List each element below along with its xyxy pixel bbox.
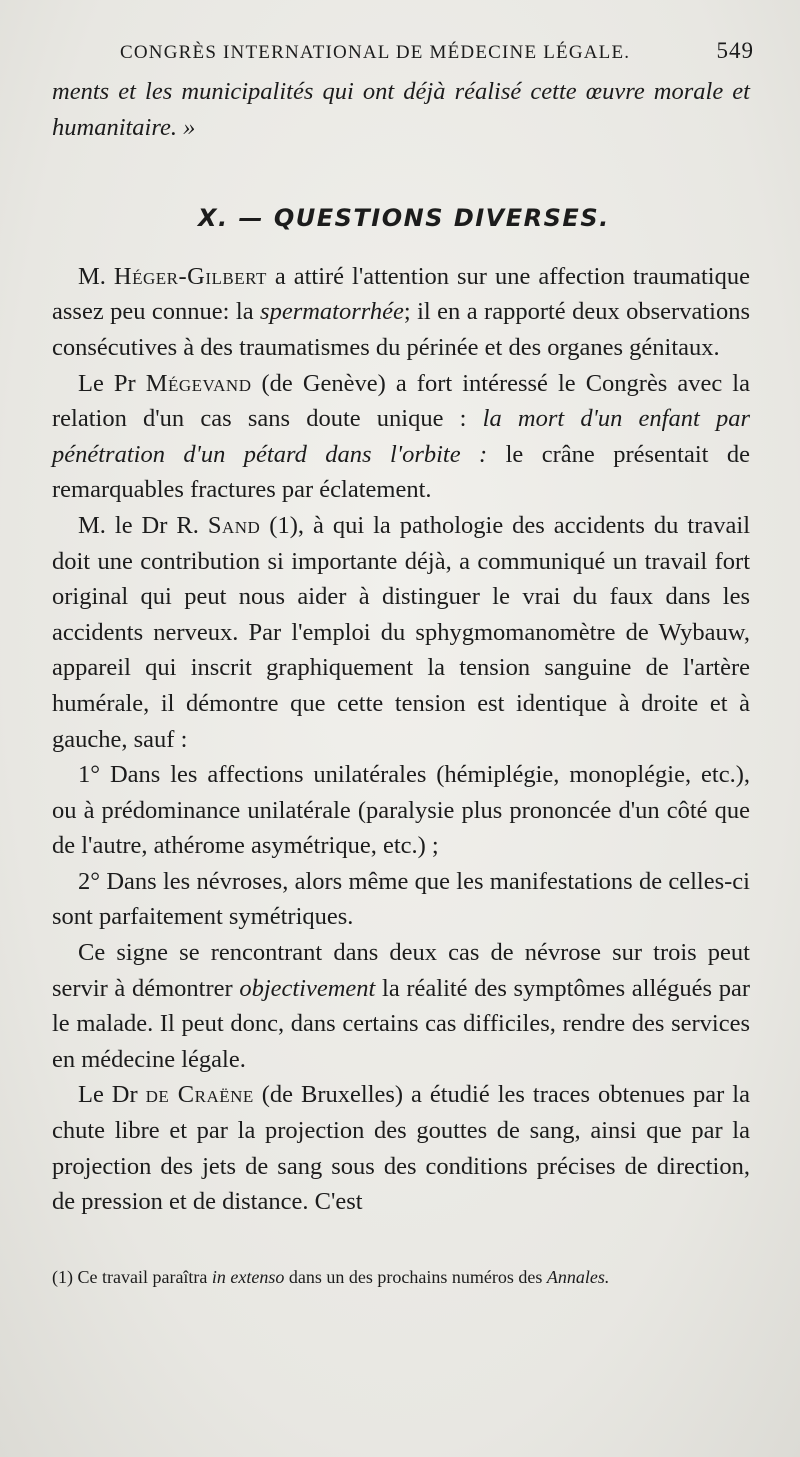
author-name: Sand xyxy=(207,511,261,539)
p2-text-1: (de Genève) a fort intéressé le Congrès avec la relation d'un cas sans doute unique : xyxy=(52,369,750,433)
running-header xyxy=(120,38,754,64)
p4-text-2: la réalité des symptômes allégués par le malade. Il peut donc, dans certains cas difficiles, rendre des services en médecine légale. xyxy=(52,974,750,1073)
p5-lead: Le Dr xyxy=(78,1081,146,1109)
p1-lead: M. xyxy=(78,262,114,290)
paragraph-heger-gilbert xyxy=(52,259,750,366)
section-heading: X. — QUESTIONS DIVERSES. xyxy=(198,204,610,233)
list-item-2: 2° Dans les névroses, alors même que les manifestations de celles-ci sont parfaitement symétriques. xyxy=(52,867,750,931)
p1-text-2: ; il en a rapporté deux observations consécutives à des traumatismes du périnée et des organes génitaux. xyxy=(52,298,750,361)
author-name: de Craëne xyxy=(145,1081,254,1109)
list-item-1: 1° Dans les affections unilatérales (hémiplégie, monoplégie, etc.), ou à prédominance unilatérale (paralysie plus prononcée d'un côté que de l'autre, athérome asymétrique, etc.) ; xyxy=(52,761,750,860)
paragraph-sand xyxy=(52,508,750,757)
intro-paragraph: ments et les municipalités qui ont déjà réalisé cette œuvre morale et humanitaire. » xyxy=(52,78,750,141)
case-title: la mort d'un enfant par pénétration d'un pétard dans l'orbite : xyxy=(52,405,751,468)
paragraph-megevand xyxy=(52,366,750,508)
journal-name: Annales. xyxy=(546,1267,610,1287)
p3-lead: M. le Dr R. xyxy=(78,511,208,539)
p2-text-2: le crâne présentait de remarquables fractures par éclatement. xyxy=(52,440,750,504)
paragraph-de-craene xyxy=(52,1077,750,1219)
p3-text-1: (1), à qui la pathologie des accidents du travail doit une contribution si importante déjà, a communiqué un travail fort original qui peut nous aider à distinguer le vrai du faux dans les accidents nerveux. Par l'emploi du sphygmomanomètre de Wybauw, appareil qui inscrit graphiquement la tension sanguine de l'artère humérale, il démontre que cette tension est identique à droite et à gauche, sauf : xyxy=(52,511,750,753)
author-name: Mégevand xyxy=(145,369,252,397)
paragraph-signe xyxy=(52,935,750,1077)
p2-lead: Le Pr xyxy=(78,369,146,397)
emphasized-word: objectivement xyxy=(239,974,376,1002)
page-body xyxy=(52,74,750,1220)
page-number: 549 xyxy=(716,38,754,63)
p5-text-1: (de Bruxelles) a étudié les traces obtenues par la chute libre et par la projection des gouttes de sang, ainsi que par la projection des jets de sang sous des conditions précises de direction, de pression et de distance. C'est xyxy=(52,1081,750,1216)
footnote xyxy=(52,1265,750,1289)
p4-text-1: Ce signe se rencontrant dans deux cas de névrose sur trois peut servir à démontrer xyxy=(52,939,750,1002)
running-title: CONGRÈS INTERNATIONAL DE MÉDECINE LÉGALE. xyxy=(120,42,631,63)
author-name: Héger-Gilbert xyxy=(113,262,267,290)
p1-text-1: a attiré l'attention sur une affection traumatique assez peu connue: la xyxy=(52,262,750,326)
footnote-text-2: dans un des prochains numéros des xyxy=(284,1267,547,1287)
emphasized-term: spermatorrhée xyxy=(260,298,404,326)
footnote-emphasis: in extenso xyxy=(211,1267,285,1287)
footnote-text-1: (1) Ce travail paraîtra xyxy=(52,1267,212,1287)
